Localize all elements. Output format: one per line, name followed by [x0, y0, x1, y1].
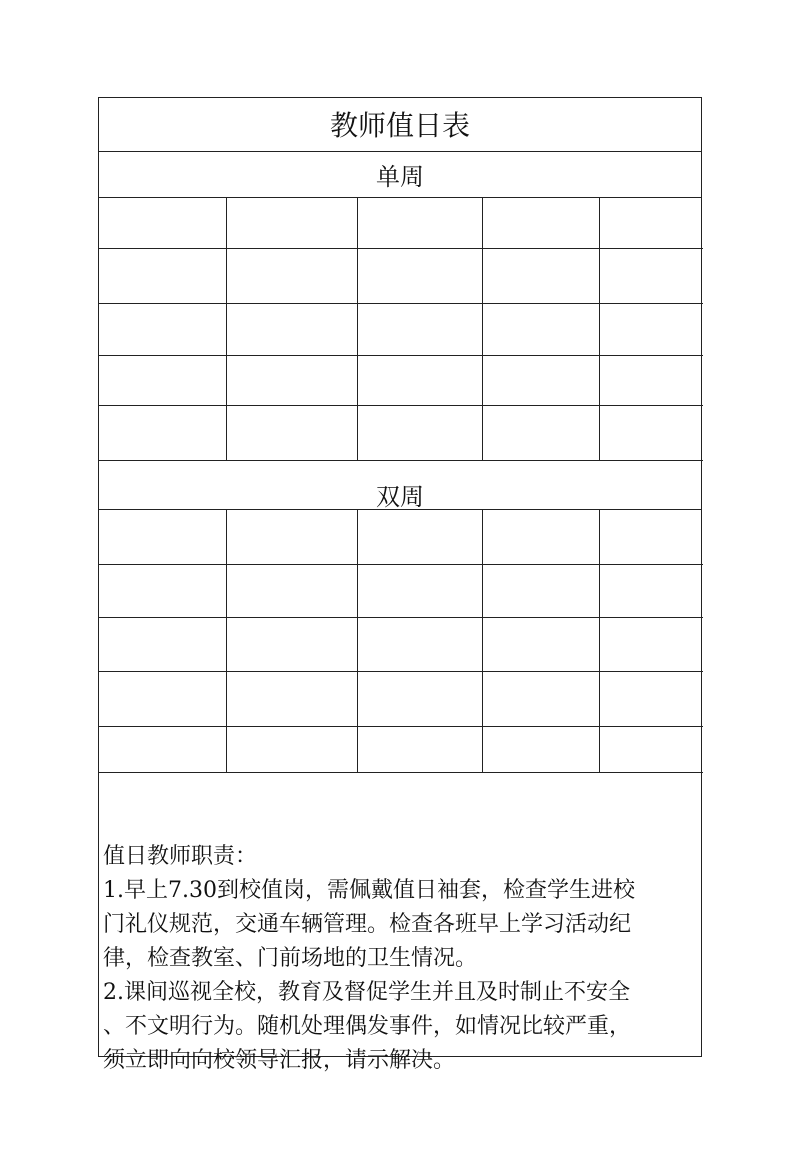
table-cell[interactable]: [599, 303, 703, 355]
table-cell[interactable]: [482, 303, 599, 355]
table-cell[interactable]: [599, 726, 703, 772]
table-cell[interactable]: [599, 617, 703, 671]
table-cell[interactable]: [99, 248, 226, 303]
table-row: [99, 248, 703, 303]
table-cell[interactable]: [99, 198, 226, 248]
duties-line: 1.早上7.30到校值岗，需佩戴值日袖套，检查学生进校: [103, 878, 635, 903]
table-row: [99, 198, 703, 248]
table-cell[interactable]: [482, 617, 599, 671]
duties-text-block: [103, 840, 701, 1078]
table-cell[interactable]: [357, 726, 482, 772]
table-row: [99, 510, 703, 564]
table-cell[interactable]: [599, 564, 703, 617]
table-cell[interactable]: [99, 303, 226, 355]
table-cell[interactable]: [226, 355, 357, 405]
table-cell[interactable]: [482, 671, 599, 726]
table-row: [99, 671, 703, 726]
table-cell[interactable]: [482, 564, 599, 617]
table-cell[interactable]: [482, 355, 599, 405]
duties-line: 律，检查教室、门前场地的卫生情况。: [103, 946, 478, 971]
table-cell[interactable]: [226, 726, 357, 772]
table-cell[interactable]: [482, 726, 599, 772]
table-cell[interactable]: [99, 405, 226, 460]
table-cell[interactable]: [226, 248, 357, 303]
table-cell[interactable]: [99, 564, 226, 617]
single-week-label: 单周: [99, 152, 701, 198]
table-cell[interactable]: [99, 671, 226, 726]
table-cell[interactable]: [599, 405, 703, 460]
roster-title: 教师值日表: [99, 98, 701, 152]
single-week-table: [99, 198, 703, 461]
table-row: [99, 303, 703, 355]
table-cell[interactable]: [99, 617, 226, 671]
table-cell[interactable]: [599, 248, 703, 303]
table-cell[interactable]: [482, 405, 599, 460]
table-cell[interactable]: [226, 198, 357, 248]
table-row: [99, 726, 703, 772]
table-cell[interactable]: [357, 198, 482, 248]
table-row: [99, 564, 703, 617]
double-week-label: 双周: [99, 460, 701, 510]
table-cell[interactable]: [226, 564, 357, 617]
table-cell[interactable]: [357, 564, 482, 617]
table-cell[interactable]: [99, 355, 226, 405]
table-row: [99, 405, 703, 460]
table-cell[interactable]: [599, 355, 703, 405]
table-cell[interactable]: [226, 617, 357, 671]
table-cell[interactable]: [99, 510, 226, 564]
duty-roster-sheet: [98, 97, 702, 1073]
duties-line: 、不文明行为。随机处理偶发事件，如情况比较严重，: [103, 1014, 632, 1039]
table-cell[interactable]: [357, 248, 482, 303]
table-cell[interactable]: [357, 303, 482, 355]
table-cell[interactable]: [357, 617, 482, 671]
table-row: [99, 355, 703, 405]
duties-heading: 值日教师职责：: [103, 844, 258, 869]
table-cell[interactable]: [482, 248, 599, 303]
table-cell[interactable]: [357, 510, 482, 564]
table-cell[interactable]: [357, 405, 482, 460]
table-cell[interactable]: [226, 671, 357, 726]
table-cell[interactable]: [599, 510, 703, 564]
table-cell[interactable]: [226, 405, 357, 460]
table-cell[interactable]: [226, 510, 357, 564]
double-week-table: [99, 510, 703, 773]
table-cell[interactable]: [482, 198, 599, 248]
duties-line: 须立即向向校领导汇报，请示解决。: [103, 1048, 456, 1073]
table-cell[interactable]: [357, 671, 482, 726]
table-cell[interactable]: [357, 355, 482, 405]
table-cell[interactable]: [99, 726, 226, 772]
table-cell[interactable]: [482, 510, 599, 564]
table-cell[interactable]: [599, 198, 703, 248]
table-cell[interactable]: [226, 303, 357, 355]
duties-line: 门礼仪规范，交通车辆管理。检查各班早上学习活动纪: [103, 912, 632, 937]
table-cell[interactable]: [599, 671, 703, 726]
duties-line: 2.课间巡视全校，教育及督促学生并且及时制止不安全: [103, 980, 630, 1005]
table-row: [99, 617, 703, 671]
